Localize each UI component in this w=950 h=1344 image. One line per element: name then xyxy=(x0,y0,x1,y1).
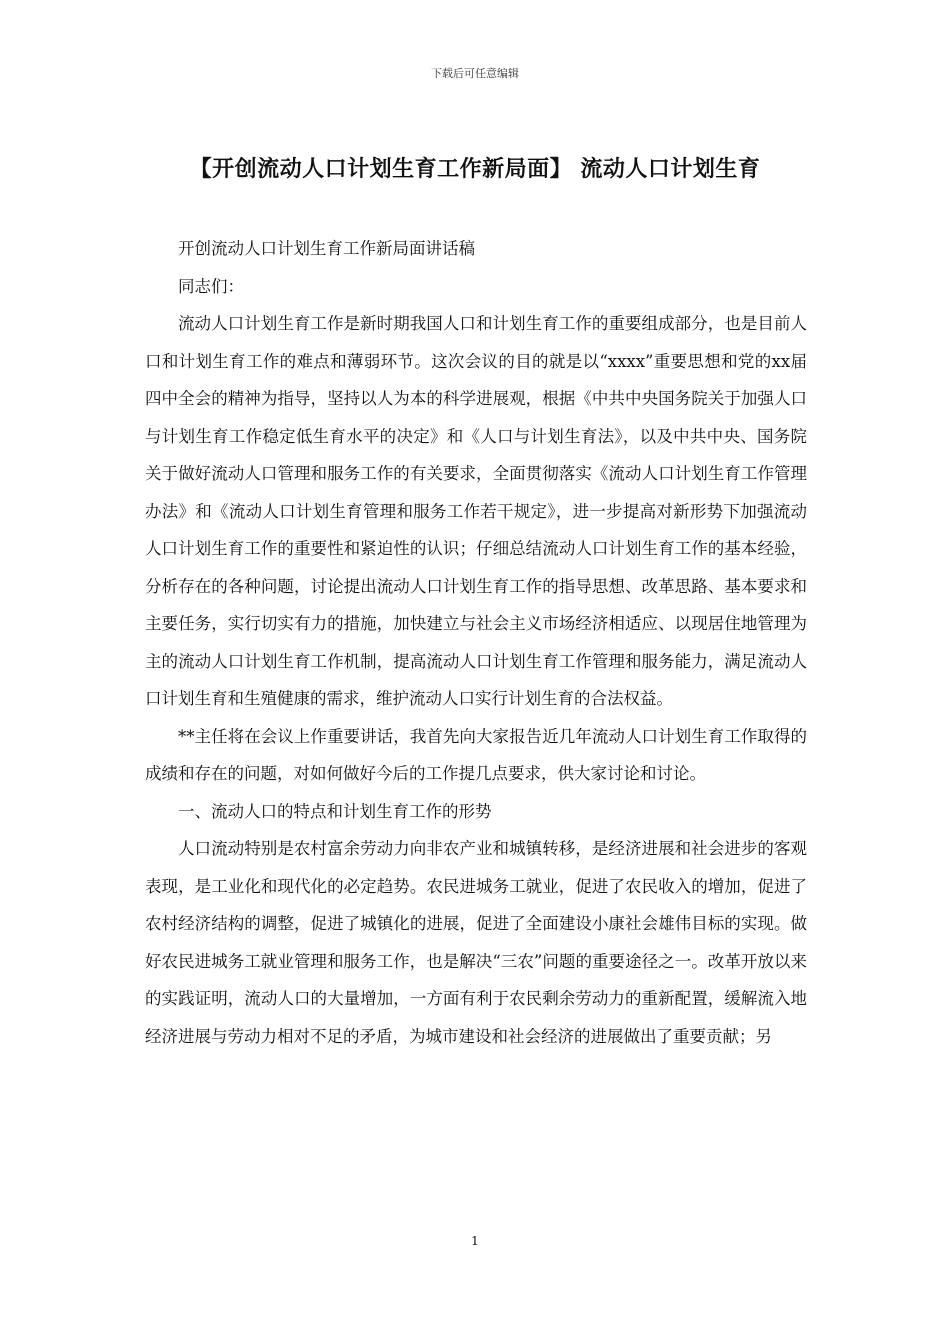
section-heading: 一、流动人口的特点和计划生育工作的形势 xyxy=(178,801,492,821)
document-body xyxy=(145,230,807,1055)
page-number: 1 xyxy=(471,1234,479,1248)
speech-heading: 开创流动人口计划生育工作新局面讲话稿 xyxy=(178,239,475,258)
document-title: 【开创流动人口计划生育工作新局面】 流动人口计划生育 xyxy=(189,156,761,182)
body-paragraph: 流动人口计划生育工作是新时期我国人口和计划生育工作的重要组成部分，也是目前人口和计划生育工作的难点和薄弱环节。这次会议的目的就是以“xxxx”重要思想和党的xx届四中全会的精神为指导，坚持以人为本的科学进展观，根据《中共中央国务院关于加强人口与计划生育工作稳定低生育水平的决定》和《人口与计划生育法》，以及中共中央、国务院关于做好流动人口管理和服务工作的有关要求，全面贯彻落实《流动人口计划生育工作管理办法》和《流动人口计划生育管理和服务工作若干规定》，进一步提高对新形势下加强流动人口计划生育工作的重要性和紧迫性的认识；仔细总结流动人口计划生育工作的基本经验，分析存在的各种问题，讨论提出流动人口计划生育工作的指导思想、改革思路、基本要求和主要任务，实行切实有力的措施，加快建立与社会主义市场经济相适应、以现居住地管理为主的流动人口计划生育工作机制，提高流动人口计划生育工作管理和服务能力，满足流动人口计划生育和生殖健康的需求，维护流动人口实行计划生育的合法权益。 xyxy=(145,314,807,708)
header-note: 下载后可任意编辑 xyxy=(431,67,519,80)
body-paragraph: **主任将在会议上作重要讲话，我首先向大家报告近几年流动人口计划生育工作取得的成绩和存在的问题，对如何做好今后的工作提几点要求，供大家讨论和讨论。 xyxy=(145,726,807,783)
salutation: 同志们： xyxy=(178,276,244,296)
body-paragraph: 人口流动特别是农村富余劳动力向非农产业和城镇转移，是经济进展和社会进步的客观表现，是工业化和现代化的必定趋势。农民进城务工就业，促进了农民收入的增加，促进了农村经济结构的调整，促进了城镇化的进展，促进了全面建设小康社会雄伟目标的实现。做好农民进城务工就业管理和服务工作，也是解决“三农”问题的重要途径之一。改革开放以来的实践证明，流动人口的大量增加，一方面有利于农民剩余劳动力的重新配置，缓解流入地经济进展与劳动力相对不足的矛盾，为城市建设和社会经济的进展做出了重要贡献；另 xyxy=(145,839,807,1046)
